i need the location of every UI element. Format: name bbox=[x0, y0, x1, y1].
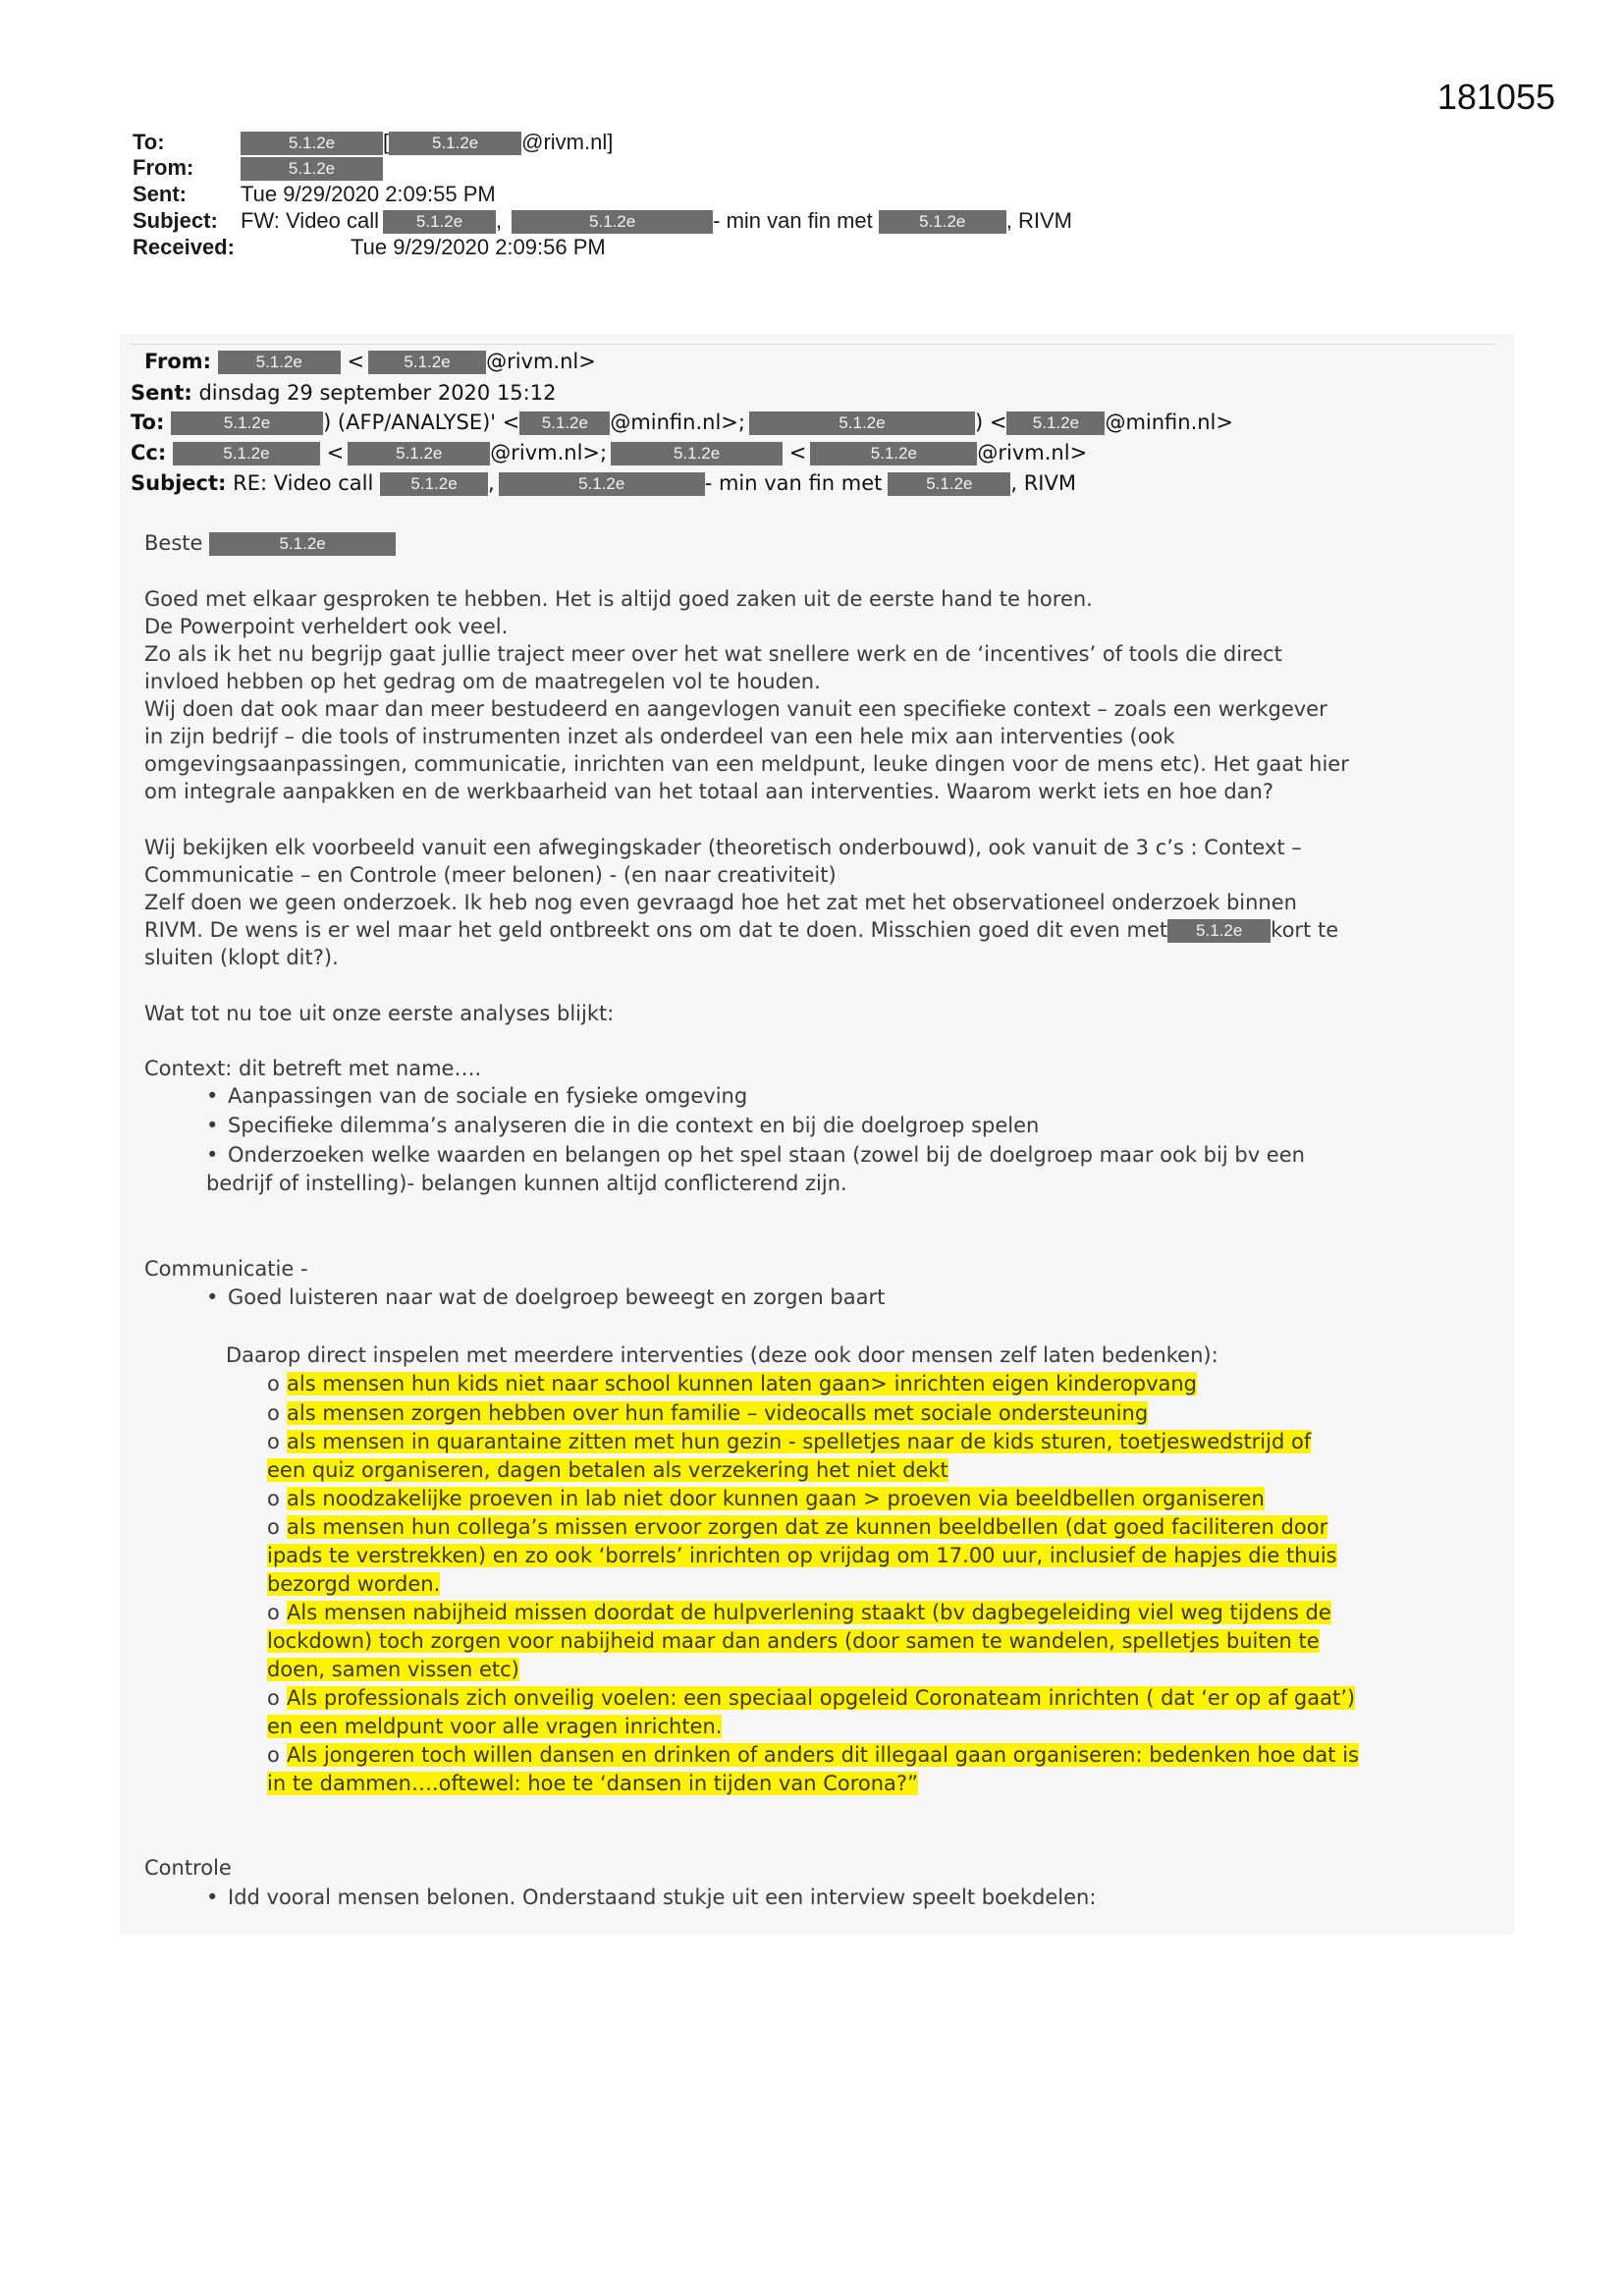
outer-to-row bbox=[133, 130, 613, 155]
circle-bullet-icon: o bbox=[267, 1372, 280, 1395]
intervention-item-continuation bbox=[267, 1772, 918, 1795]
paragraph-text: kort te bbox=[1271, 918, 1339, 942]
bullet-icon: • bbox=[206, 1886, 219, 1909]
inner-cc-lt2: < bbox=[788, 441, 807, 465]
bullet-text: Onderzoeken welke waarden en belangen op het spel staan (zowel bij de doelgroep maar ook bij bv een bbox=[228, 1143, 1305, 1167]
intervention-item bbox=[267, 1372, 1197, 1395]
outer-received-label: Received: bbox=[133, 235, 235, 259]
redaction: 5.1.2e bbox=[209, 532, 396, 556]
outer-to-bracket: [ bbox=[383, 130, 390, 154]
paragraph-line: Wij bekijken elk voorbeeld vanuit een afwegingskader (theoretisch onderbouwd), ook vanuit de 3 c’s : Context – bbox=[144, 836, 1302, 859]
highlighted-text: Als professionals zich onveilig voelen: een speciaal opgeleid Coronateam inrichten ( dat ‘er op af gaat’) bbox=[287, 1686, 1356, 1710]
outer-subject-end: , RIVM bbox=[1005, 208, 1072, 233]
inner-from-row bbox=[144, 350, 596, 374]
paragraph-line: omgevingsaanpassingen, communicatie, inrichten van een meldpunt, leuke dingen voor de mens etc). Het gaat hier bbox=[144, 752, 1349, 776]
communicatie-bullet bbox=[206, 1285, 885, 1309]
redaction: 5.1.2e bbox=[879, 210, 1006, 234]
highlighted-text: Als mensen nabijheid missen doordat de hulpverlening staakt (bv dagbegeleiding viel weg tijdens de bbox=[287, 1601, 1331, 1624]
context-bullet-continuation: bedrijf of instelling)- belangen kunnen altijd conflicterend zijn. bbox=[206, 1172, 847, 1195]
outer-subject-label: Subject: bbox=[133, 208, 218, 233]
inner-cc-rivm2: @rivm.nl> bbox=[977, 441, 1088, 465]
redaction: 5.1.2e bbox=[171, 411, 323, 435]
intervention-item bbox=[267, 1515, 1327, 1539]
inner-to-close: ) < bbox=[974, 410, 1007, 434]
inner-sent-row bbox=[131, 381, 556, 405]
redaction: 5.1.2e bbox=[389, 132, 521, 155]
inner-sent-value: dinsdag 29 september 2020 15:12 bbox=[198, 381, 557, 405]
inner-subject-comma: , bbox=[488, 471, 495, 495]
intervention-item bbox=[267, 1401, 1148, 1425]
redaction: 5.1.2e bbox=[888, 472, 1010, 496]
bullet-text: Idd vooral mensen belonen. Onderstaand stukje uit een interview speelt boekdelen: bbox=[228, 1886, 1097, 1909]
circle-bullet-icon: o bbox=[267, 1743, 280, 1767]
outer-to-label: To: bbox=[133, 130, 165, 154]
context-bullet bbox=[206, 1084, 747, 1108]
inner-cc-lt: < bbox=[326, 441, 345, 465]
redaction: 5.1.2e bbox=[241, 132, 383, 155]
highlighted-text: Als jongeren toch willen dansen en drinken of anders dit illegaal gaan organiseren: bedenken hoe dat is bbox=[287, 1743, 1359, 1767]
context-heading: Context: dit betreft met name…. bbox=[144, 1057, 482, 1080]
highlighted-text: doen, samen vissen etc) bbox=[267, 1658, 519, 1681]
outer-subject-comma: , bbox=[496, 208, 503, 233]
document-id: 181055 bbox=[1436, 77, 1555, 117]
intervention-item-continuation bbox=[267, 1572, 440, 1596]
highlighted-text: als mensen hun collega’s missen ervoor zorgen dat ze kunnen beeldbellen (dat goed faciliteren door bbox=[287, 1515, 1328, 1539]
inner-to-row bbox=[131, 410, 1233, 435]
analysis-intro: Wat tot nu toe uit onze eerste analyses blijkt: bbox=[144, 1002, 615, 1025]
paragraph-line: in zijn bedrijf – die tools of instrumenten inzet als onderdeel van een hele mix aan interventies (ook bbox=[144, 725, 1175, 748]
communicatie-intro: Daarop direct inspelen met meerdere interventies (deze ook door mensen zelf laten bedenken): bbox=[226, 1343, 1218, 1367]
paragraph-line: Wij doen dat ook maar dan meer bestudeerd en aangevlogen vanuit een specifieke context – zoals een werkgever bbox=[144, 697, 1327, 721]
redaction: 5.1.2e bbox=[173, 442, 320, 465]
circle-bullet-icon: o bbox=[267, 1686, 280, 1710]
redaction: 5.1.2e bbox=[519, 411, 610, 435]
greeting: Beste bbox=[144, 531, 203, 555]
inner-subject-end: , RIVM bbox=[1010, 471, 1076, 495]
bullet-icon: • bbox=[206, 1143, 219, 1167]
circle-bullet-icon: o bbox=[267, 1515, 280, 1539]
redaction: 5.1.2e bbox=[499, 472, 705, 496]
bullet-icon: • bbox=[206, 1285, 219, 1309]
inner-subject-row bbox=[131, 471, 1076, 496]
bullet-icon: • bbox=[206, 1084, 219, 1108]
redaction: 5.1.2e bbox=[241, 157, 383, 181]
inner-cc-rivm1: @rivm.nl>; bbox=[490, 441, 608, 465]
highlighted-text: in te dammen….oftewel: hoe te ‘dansen in tijden van Corona?” bbox=[267, 1772, 918, 1795]
redaction: 5.1.2e bbox=[1167, 919, 1271, 943]
inner-from-domain: @rivm.nl> bbox=[486, 350, 596, 373]
inner-sent-label: Sent: bbox=[131, 381, 192, 405]
paragraph-line: invloed hebben op het gedrag om de maatregelen vol te houden. bbox=[144, 670, 821, 693]
controle-bullet bbox=[206, 1886, 1096, 1909]
inner-to-afp: ) (AFP/ANALYSE)' < bbox=[323, 410, 520, 434]
highlighted-text: als mensen hun kids niet naar school kunnen laten gaan> inrichten eigen kinderopvang bbox=[287, 1372, 1198, 1395]
outer-sent-value: Tue 9/29/2020 2:09:55 PM bbox=[241, 182, 496, 206]
greeting-row bbox=[144, 531, 396, 556]
circle-bullet-icon: o bbox=[267, 1401, 280, 1425]
bullet-icon: • bbox=[206, 1114, 219, 1137]
inner-subject-prefix: RE: Video call bbox=[233, 471, 374, 495]
outer-to-domain: @rivm.nl] bbox=[521, 130, 614, 154]
highlighted-text: bezorgd worden. bbox=[267, 1572, 441, 1596]
redaction: 5.1.2e bbox=[383, 210, 496, 234]
bullet-text: Specifieke dilemma’s analyseren die in die context en bij die doelgroep spelen bbox=[228, 1114, 1040, 1137]
redaction: 5.1.2e bbox=[368, 351, 486, 374]
bullet-text: Goed luisteren naar wat de doelgroep beweegt en zorgen baart bbox=[228, 1285, 886, 1309]
outer-received-row bbox=[133, 235, 606, 260]
outer-received-value: Tue 9/29/2020 2:09:56 PM bbox=[351, 235, 606, 259]
redaction: 5.1.2e bbox=[749, 411, 975, 435]
highlighted-text: als mensen in quarantaine zitten met hun gezin - spelletjes naar de kids sturen, toetjeswedstrijd of bbox=[287, 1430, 1312, 1453]
highlighted-text: en een meldpunt voor alle vragen inrichten. bbox=[267, 1715, 723, 1738]
paragraph-line-with-redaction bbox=[144, 918, 1338, 943]
context-bullet bbox=[206, 1143, 1305, 1167]
paragraph-text: RIVM. De wens is er wel maar het geld ontbreekt ons om dat te doen. Misschien goed dit even met bbox=[144, 918, 1168, 942]
redaction: 5.1.2e bbox=[1006, 411, 1105, 435]
communicatie-heading: Communicatie - bbox=[144, 1257, 308, 1281]
intervention-item-continuation bbox=[267, 1629, 1320, 1653]
highlighted-text: ipads te verstrekken) en zo ook ‘borrels’ inrichten op vrijdag om 17.00 uur, inclusief de hapjes die thuis bbox=[267, 1544, 1337, 1567]
inner-from-lt: < bbox=[347, 350, 365, 373]
inner-subject-mid: - min van fin met bbox=[704, 471, 883, 495]
inner-subject-label: Subject: bbox=[131, 471, 227, 495]
bullet-text: Aanpassingen van de sociale en fysieke omgeving bbox=[228, 1084, 748, 1108]
outer-from-label: From: bbox=[133, 155, 194, 180]
paragraph-line: sluiten (klopt dit?). bbox=[144, 946, 339, 969]
circle-bullet-icon: o bbox=[267, 1430, 280, 1453]
intervention-item-continuation bbox=[267, 1544, 1337, 1567]
inner-from-label: From: bbox=[144, 350, 212, 373]
highlighted-text: als noodzakelijke proeven in lab niet door kunnen gaan > proeven via beeldbellen organiseren bbox=[287, 1487, 1265, 1510]
inner-cc-label: Cc: bbox=[131, 441, 167, 465]
intervention-item bbox=[267, 1430, 1311, 1453]
header-divider bbox=[130, 344, 1494, 345]
redaction: 5.1.2e bbox=[512, 210, 713, 234]
redaction: 5.1.2e bbox=[380, 472, 488, 496]
redaction: 5.1.2e bbox=[611, 442, 783, 465]
inner-to-label: To: bbox=[131, 410, 165, 434]
circle-bullet-icon: o bbox=[267, 1487, 280, 1510]
outer-sent-label: Sent: bbox=[133, 182, 187, 206]
intervention-item bbox=[267, 1686, 1355, 1710]
intervention-item-continuation bbox=[267, 1458, 948, 1482]
paragraph-line: Communicatie – en Controle (meer belonen) - (en naar creativiteit) bbox=[144, 863, 837, 887]
intervention-item bbox=[267, 1601, 1331, 1624]
outer-from-row bbox=[133, 155, 383, 181]
inner-to-minfin1: @minfin.nl>; bbox=[610, 410, 745, 434]
paragraph-line: om integrale aanpakken en de werkbaarheid van het totaal aan interventies. Waarom werkt iets en hoe dan? bbox=[144, 780, 1273, 803]
redaction: 5.1.2e bbox=[218, 351, 341, 374]
context-bullet bbox=[206, 1114, 1039, 1137]
controle-heading: Controle bbox=[144, 1856, 232, 1880]
intervention-item-continuation bbox=[267, 1715, 722, 1738]
paragraph-line: Goed met elkaar gesproken te hebben. Het is altijd goed zaken uit de eerste hand te horen. bbox=[144, 587, 1093, 611]
outer-subject-mid: - min van fin met bbox=[713, 208, 873, 233]
paragraph-line: Zo als ik het nu begrijp gaat jullie traject meer over het wat snellere werk en de ‘incentives’ of tools die direct bbox=[144, 642, 1282, 666]
inner-to-minfin2: @minfin.nl> bbox=[1105, 410, 1233, 434]
outer-sent-row bbox=[133, 182, 496, 207]
outer-subject-prefix: FW: Video call bbox=[241, 208, 380, 233]
highlighted-text: lockdown) toch zorgen voor nabijheid maar dan anders (door samen te wandelen, spelletjes buiten te bbox=[267, 1629, 1320, 1653]
inner-cc-row bbox=[131, 441, 1087, 465]
highlighted-text: als mensen zorgen hebben over hun familie – videocalls met sociale ondersteuning bbox=[287, 1401, 1149, 1425]
paragraph-line: Zelf doen we geen onderzoek. Ik heb nog even gevraagd hoe het zat met het observationeel onderzoek binnen bbox=[144, 891, 1297, 914]
paragraph-line: De Powerpoint verheldert ook veel. bbox=[144, 615, 509, 638]
circle-bullet-icon: o bbox=[267, 1601, 280, 1624]
intervention-item bbox=[267, 1743, 1359, 1767]
redaction: 5.1.2e bbox=[348, 442, 490, 465]
intervention-item bbox=[267, 1487, 1265, 1510]
outer-subject-row bbox=[133, 208, 1072, 234]
redaction: 5.1.2e bbox=[810, 442, 977, 465]
intervention-item-continuation bbox=[267, 1658, 519, 1681]
highlighted-text: een quiz organiseren, dagen betalen als verzekering het niet dekt bbox=[267, 1458, 948, 1482]
